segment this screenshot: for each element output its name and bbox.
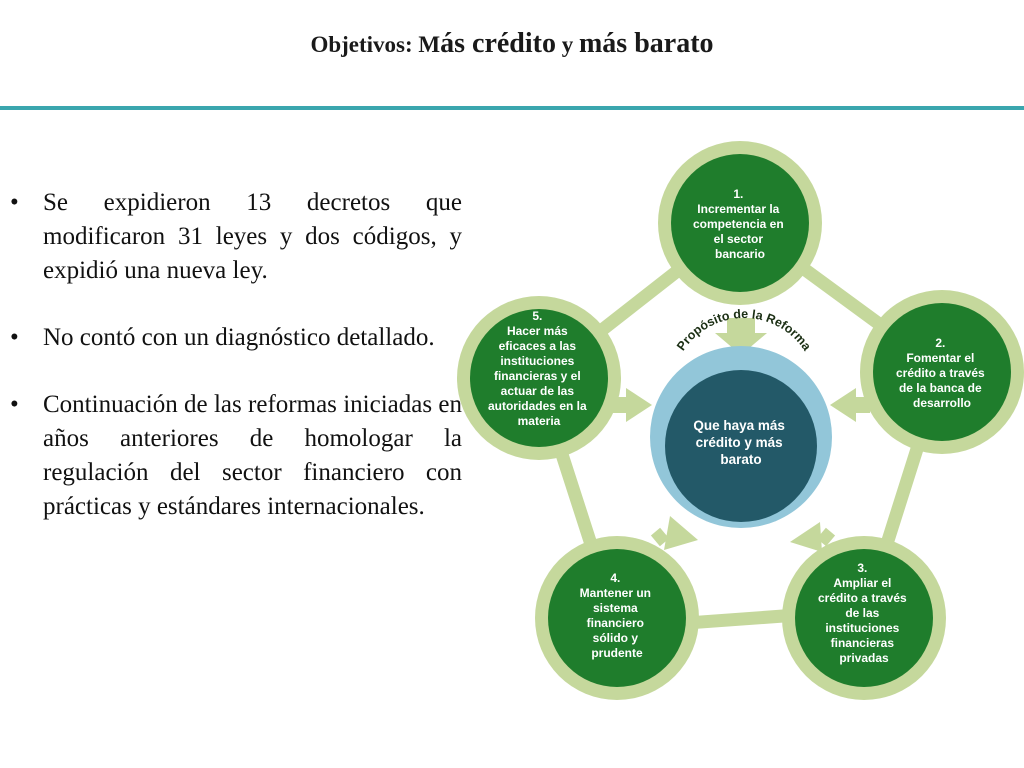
bullet-item-3: • Continuación de las reformas iniciadas en años anteriores de homologar la regulación del sector financiero con prácticas y estándares internacionales. [10, 388, 462, 524]
title-connector: y [555, 32, 579, 57]
objective-label-4: 4. Mantener un sistema financiero sólido y prudente [579, 571, 651, 660]
objective-node-2 [860, 290, 1024, 454]
objective-node-3 [782, 536, 946, 700]
title-part1: ás crédito [440, 28, 556, 59]
bullet-item-2: • No contó con un diagnóstico detallado. [10, 321, 462, 355]
title-part2: más barato [578, 28, 714, 59]
objective-node-4 [535, 536, 699, 700]
objective-label-5: 5. Hacer más eficaces a las instituciones financieras y el actuar de las autoridades en la materia [487, 309, 587, 428]
objective-label-1: 1. Incrementar la competencia en el sector bancario [692, 187, 784, 261]
center-label: Que haya más crédito y más barato [693, 418, 785, 467]
title-prefix: Objetivos: M [310, 32, 441, 57]
bullet-item-1: • Se expidieron 13 decretos que modificaron 31 leyes y dos códigos, y expidió una nueva ley. [10, 186, 462, 288]
arrow-from-4 [651, 516, 698, 550]
center-arc-label: Propósito de la Reforma [674, 306, 814, 354]
objective-label-2: 2. Fomentar el crédito a través de la banca de desarrollo [895, 336, 985, 410]
objective-node-5 [457, 296, 621, 460]
objective-label-3: 3. Ampliar el crédito a través de las instituciones financieras privadas [817, 561, 907, 665]
objective-node-1 [658, 141, 822, 305]
